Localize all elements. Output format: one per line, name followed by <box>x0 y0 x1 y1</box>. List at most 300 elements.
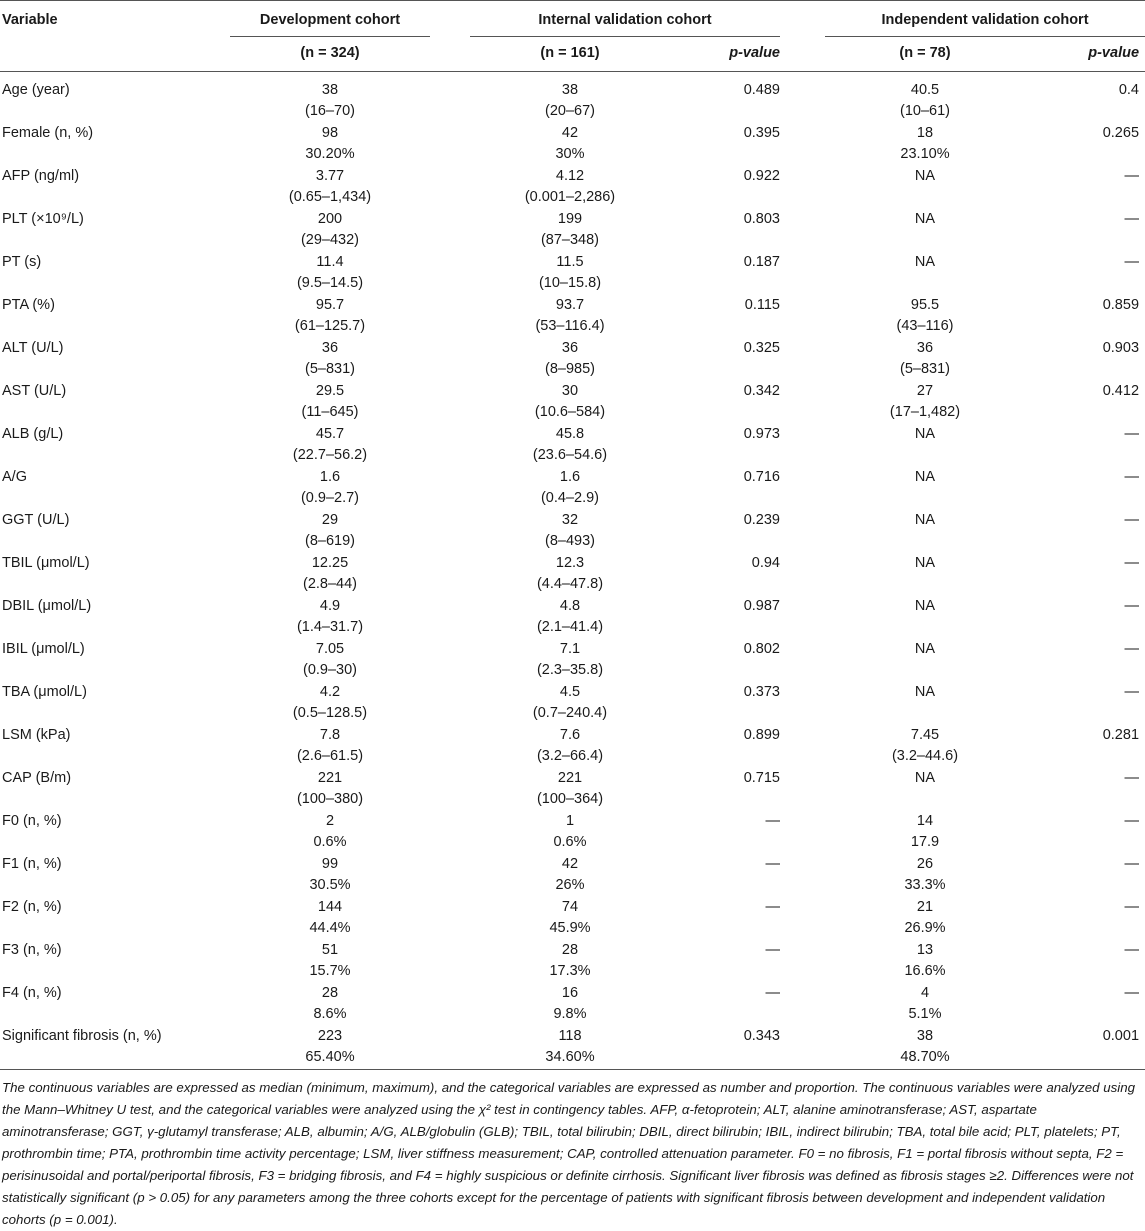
pvalue-internal-cell: 0.239 <box>743 512 780 528</box>
dev-cell-line-1: 99 <box>321 856 339 872</box>
ind-cell <box>825 338 1025 381</box>
spacer <box>430 295 470 338</box>
header-ind-n: (n = 78) <box>899 45 951 61</box>
pvalue-internal-cell: 0.899 <box>743 727 780 743</box>
spacer <box>780 252 825 295</box>
ind-cell <box>825 940 1025 983</box>
dev-cell-line-1: 144 <box>317 899 343 915</box>
ind-cell-line-2: (3.2–44.6) <box>891 748 959 764</box>
table-row <box>0 295 1145 338</box>
pvalue-internal-cell: — <box>765 899 780 915</box>
variable-cell: F1 (n, %) <box>2 856 62 872</box>
spacer <box>780 338 825 381</box>
int-cell-line-2: (10–15.8) <box>538 275 602 291</box>
dev-cell <box>230 72 430 124</box>
ind-cell <box>825 123 1025 166</box>
pvalue-independent-cell: — <box>1124 469 1140 485</box>
dev-cell <box>230 381 430 424</box>
int-cell <box>470 209 670 252</box>
int-cell <box>470 252 670 295</box>
pvalue-internal-cell: — <box>765 985 780 1001</box>
pvalue-internal-cell: 0.94 <box>751 555 780 571</box>
dev-cell-line-1: 12.25 <box>311 555 349 571</box>
int-cell <box>470 1026 670 1070</box>
variable-cell: DBIL (μmol/L) <box>2 598 92 614</box>
variable-cell: ALT (U/L) <box>2 340 64 356</box>
int-cell-line-2: (8–985) <box>545 361 595 377</box>
int-cell <box>470 983 670 1026</box>
pvalue-independent-cell: — <box>1124 856 1140 872</box>
ind-cell-line-1: 13 <box>916 942 934 958</box>
header-int-n: (n = 161) <box>540 45 600 61</box>
int-cell-line-1: 45.8 <box>555 426 585 442</box>
table-row <box>0 467 1145 510</box>
table-row <box>0 381 1145 424</box>
int-cell <box>470 854 670 897</box>
pvalue-independent-cell: — <box>1124 512 1140 528</box>
dev-cell-line-2: (16–70) <box>305 103 355 119</box>
spacer <box>780 897 825 940</box>
ind-cell <box>825 381 1025 424</box>
dev-cell <box>230 854 430 897</box>
spacer <box>430 897 470 940</box>
dev-cell-line-1: 45.7 <box>315 426 345 442</box>
pvalue-internal-cell: 0.115 <box>744 297 780 313</box>
table-row <box>0 209 1145 252</box>
pvalue-internal-cell: — <box>765 942 780 958</box>
table-row <box>0 510 1145 553</box>
pvalue-internal-cell: 0.922 <box>743 168 780 184</box>
int-cell-line-2: 26% <box>555 877 585 893</box>
spacer <box>430 553 470 596</box>
dev-cell-line-1: 36 <box>321 340 339 356</box>
variable-cell: F3 (n, %) <box>2 942 62 958</box>
int-cell-line-2: (8–493) <box>545 533 595 549</box>
dev-cell-line-2: 44.4% <box>309 920 351 936</box>
spacer <box>430 725 470 768</box>
ind-cell-line-1: 27 <box>916 383 934 399</box>
spacer <box>430 639 470 682</box>
int-cell-line-2: (0.001–2,286) <box>524 189 616 205</box>
ind-cell-line-2: (5–831) <box>900 361 950 377</box>
spacer <box>780 596 825 639</box>
int-cell-line-1: 16 <box>561 985 579 1001</box>
spacer <box>430 338 470 381</box>
ind-cell-line-1: NA <box>914 641 936 657</box>
spacer <box>780 166 825 209</box>
ind-cell-line-1: NA <box>914 469 936 485</box>
header-internal-validation-cohort: Internal validation cohort <box>470 1 780 37</box>
dev-cell-line-2: (0.65–1,434) <box>288 189 372 205</box>
variable-cell: ALB (g/L) <box>2 426 64 442</box>
header-variable: Variable <box>2 12 58 28</box>
ind-cell-line-1: 40.5 <box>910 82 940 98</box>
int-cell-line-1: 38 <box>561 82 579 98</box>
dev-cell-line-2: 30.20% <box>305 146 355 162</box>
dev-cell-line-1: 4.9 <box>319 598 341 614</box>
header-development-cohort: Development cohort <box>230 1 430 37</box>
dev-cell-line-1: 221 <box>317 770 343 786</box>
ind-cell <box>825 596 1025 639</box>
int-cell-line-1: 12.3 <box>555 555 585 571</box>
pvalue-independent-cell: 0.281 <box>1102 727 1140 743</box>
spacer <box>430 166 470 209</box>
dev-cell-line-2: 0.6% <box>313 834 347 850</box>
int-cell-line-2: 0.6% <box>553 834 587 850</box>
pvalue-independent-cell: — <box>1124 899 1140 915</box>
ind-cell-line-1: 4 <box>920 985 930 1001</box>
pvalue-independent-cell: — <box>1124 598 1140 614</box>
ind-cell-line-1: NA <box>914 555 936 571</box>
spacer <box>430 72 470 124</box>
dev-cell-line-2: (100–380) <box>296 791 364 807</box>
variable-cell: PLT (×10⁹/L) <box>2 211 84 227</box>
int-cell-line-1: 1 <box>565 813 575 829</box>
int-cell-line-1: 28 <box>561 942 579 958</box>
table-footnote: The continuous variables are expressed as median (minimum, maximum), and the categorical variables are expressed as number and proportion. The continuous variables were analyzed using the Mann–Whitney U test, and the categorical variables were analyzed using the χ² test in contingency tables. AFP, α-fetoprotein; ALT, alanine aminotransferase; AST, aspartate aminotransferase; GGT, γ-glutamyl transferase; ALB, albumin; A/G, ALB/globulin (GLB); TBIL, total bilirubin; DBIL, direct bilirubin; IBIL, indirect bilirubin; TBA, total bile acid; PLT, platelets; PT, prothrombin time; PTA, prothrombin time activity percentage; LSM, liver stiffness measurement; CAP, controlled attenuation parameter. F0 = no fibrosis, F1 = portal fibrosis without septa, F2 = perisinusoidal and portal/periportal fibrosis, F3 = bridging fibrosis, and F4 = highly suspicious or definite cirrhosis. Significant liver fibrosis was defined as fibrosis stages ≥2. Differences were not statistically significant (p > 0.05) for any parameters among the three cohorts except for the percentage of patients with significant fibrosis between development and independent validation cohorts (p = 0.001). <box>2 1080 1136 1227</box>
int-cell-line-2: (20–67) <box>545 103 595 119</box>
pvalue-independent-cell: 0.903 <box>1102 340 1140 356</box>
int-cell-line-1: 7.6 <box>559 727 581 743</box>
pvalue-internal-cell: 0.803 <box>743 211 780 227</box>
int-cell-line-1: 4.5 <box>559 684 581 700</box>
spacer <box>780 510 825 553</box>
pvalue-independent-cell: — <box>1124 770 1140 786</box>
int-cell <box>470 381 670 424</box>
int-cell <box>470 510 670 553</box>
dev-cell-line-1: 223 <box>317 1028 343 1044</box>
pvalue-independent-cell: 0.001 <box>1025 1026 1145 1070</box>
ind-cell <box>825 1026 1025 1070</box>
int-cell-line-2: (100–364) <box>536 791 604 807</box>
ind-cell <box>825 725 1025 768</box>
table-row <box>0 553 1145 596</box>
int-cell-line-1: 4.8 <box>559 598 581 614</box>
table-row <box>0 725 1145 768</box>
int-cell <box>470 596 670 639</box>
ind-cell <box>825 252 1025 295</box>
dev-cell-line-1: 2 <box>325 813 335 829</box>
ind-cell-line-1: NA <box>914 254 936 270</box>
int-cell <box>470 295 670 338</box>
int-cell-line-2: 30% <box>555 146 585 162</box>
pvalue-independent-cell: — <box>1124 942 1140 958</box>
pvalue-independent-cell: — <box>1124 985 1140 1001</box>
int-cell-line-1: 118 <box>558 1028 582 1044</box>
spacer <box>780 854 825 897</box>
dev-cell <box>230 768 430 811</box>
dev-cell <box>230 510 430 553</box>
int-cell <box>470 682 670 725</box>
dev-cell-line-1: 7.8 <box>319 727 341 743</box>
ind-cell-line-1: 95.5 <box>910 297 940 313</box>
table-row <box>0 940 1145 983</box>
spacer <box>780 123 825 166</box>
variable-cell: F0 (n, %) <box>2 813 62 829</box>
pvalue-internal-cell: 0.716 <box>743 469 780 485</box>
dev-cell-line-1: 98 <box>321 125 339 141</box>
ind-cell-line-2: 33.3% <box>904 877 946 893</box>
int-cell-line-1: 11.5 <box>556 254 584 270</box>
ind-cell <box>825 768 1025 811</box>
dev-cell-line-2: 65.40% <box>305 1049 355 1065</box>
spacer <box>430 467 470 510</box>
spacer <box>430 381 470 424</box>
ind-cell-line-2: 48.70% <box>900 1049 950 1065</box>
dev-cell <box>230 596 430 639</box>
ind-cell-line-2: (10–61) <box>900 103 950 119</box>
pvalue-independent-cell: — <box>1124 211 1140 227</box>
spacer <box>780 725 825 768</box>
pvalue-internal-cell: 0.342 <box>743 383 780 399</box>
ind-cell <box>825 424 1025 467</box>
ind-cell-line-2: (43–116) <box>896 318 954 334</box>
table-row <box>0 983 1145 1026</box>
ind-cell <box>825 854 1025 897</box>
dev-cell-line-2: 8.6% <box>313 1006 347 1022</box>
variable-cell: PT (s) <box>2 254 42 270</box>
spacer <box>780 72 825 124</box>
dev-cell <box>230 338 430 381</box>
pvalue-independent-cell: — <box>1124 641 1140 657</box>
pvalue-independent-cell: — <box>1124 426 1140 442</box>
ind-cell-line-1: 26 <box>916 856 934 872</box>
dev-cell-line-1: 3.77 <box>315 168 345 184</box>
dev-cell <box>230 209 430 252</box>
int-cell <box>470 338 670 381</box>
table-row <box>0 123 1145 166</box>
table-row <box>0 768 1145 811</box>
ind-cell-line-2: 26.9% <box>904 920 946 936</box>
table-row <box>0 1026 1145 1070</box>
ind-cell-line-1: 36 <box>916 340 934 356</box>
dev-cell-line-1: 51 <box>321 942 339 958</box>
int-cell-line-2: 45.9% <box>549 920 591 936</box>
spacer <box>430 1026 470 1070</box>
pvalue-independent-cell: — <box>1124 168 1140 184</box>
int-cell-line-2: (2.1–41.4) <box>536 619 604 635</box>
spacer <box>780 1026 825 1070</box>
spacer <box>780 768 825 811</box>
int-cell-line-1: 93.7 <box>555 297 585 313</box>
variable-cell: GGT (U/L) <box>2 512 70 528</box>
dev-cell <box>230 166 430 209</box>
ind-cell <box>825 166 1025 209</box>
dev-cell-line-2: 15.7% <box>309 963 351 979</box>
table-row <box>0 72 1145 124</box>
dev-cell <box>230 639 430 682</box>
variable-cell: F2 (n, %) <box>2 899 62 915</box>
ind-cell <box>825 897 1025 940</box>
ind-cell <box>825 467 1025 510</box>
dev-cell <box>230 983 430 1026</box>
dev-cell <box>230 1026 430 1070</box>
int-cell <box>470 940 670 983</box>
dev-cell-line-2: (11–645) <box>301 404 359 420</box>
spacer <box>430 424 470 467</box>
pvalue-independent-cell: — <box>1124 684 1140 700</box>
dev-cell-line-1: 1.6 <box>319 469 341 485</box>
dev-cell <box>230 123 430 166</box>
header-row-sizes <box>0 37 1145 72</box>
table-row <box>0 424 1145 467</box>
int-cell <box>470 424 670 467</box>
ind-cell-line-1: NA <box>914 770 936 786</box>
pvalue-independent-cell: 0.4 <box>1118 82 1140 98</box>
table-body <box>0 72 1145 1070</box>
dev-cell-line-2: (5–831) <box>305 361 355 377</box>
table-row <box>0 166 1145 209</box>
int-cell-line-1: 221 <box>557 770 583 786</box>
variable-cell: AFP (ng/ml) <box>2 168 80 184</box>
int-cell <box>470 553 670 596</box>
spacer <box>430 682 470 725</box>
table-row <box>0 639 1145 682</box>
int-cell-line-2: 17.3% <box>549 963 591 979</box>
dev-cell <box>230 811 430 854</box>
dev-cell <box>230 295 430 338</box>
int-cell-line-2: (0.7–240.4) <box>532 705 608 721</box>
int-cell-line-2: (23.6–54.6) <box>532 447 608 463</box>
ind-cell-line-1: NA <box>914 512 936 528</box>
int-cell-line-2: (4.4–47.8) <box>536 576 604 592</box>
dev-cell-line-2: (1.4–31.7) <box>296 619 364 635</box>
dev-cell <box>230 424 430 467</box>
table-row <box>0 338 1145 381</box>
pvalue-internal-cell: 0.325 <box>743 340 780 356</box>
int-cell-line-1: 42 <box>561 125 579 141</box>
ind-cell <box>825 811 1025 854</box>
int-cell-line-2: (87–348) <box>540 232 600 248</box>
ind-cell-line-1: NA <box>914 598 936 614</box>
variable-cell: Age (year) <box>2 82 70 98</box>
variable-cell: AST (U/L) <box>2 383 67 399</box>
header-independent-validation-cohort: Independent validation cohort <box>825 1 1145 37</box>
header-row-groups <box>0 1 1145 37</box>
table-row <box>0 682 1145 725</box>
pvalue-internal-cell: 0.395 <box>743 125 780 141</box>
int-cell-line-2: (53–116.4) <box>535 318 605 334</box>
spacer <box>430 854 470 897</box>
ind-cell-line-1: NA <box>914 426 936 442</box>
dev-cell-line-1: 29 <box>321 512 339 528</box>
int-cell-line-1: 199 <box>557 211 583 227</box>
pvalue-independent-cell: 0.412 <box>1102 383 1140 399</box>
dev-cell-line-2: (2.8–44) <box>302 576 357 592</box>
dev-cell <box>230 682 430 725</box>
pvalue-internal-cell: 0.973 <box>743 426 780 442</box>
int-cell-line-2: (3.2–66.4) <box>536 748 604 764</box>
pvalue-independent-cell: 0.859 <box>1102 297 1140 313</box>
ind-cell <box>825 553 1025 596</box>
dev-cell-line-2: (0.5–128.5) <box>292 705 368 721</box>
ind-cell <box>825 295 1025 338</box>
dev-cell-line-1: 38 <box>321 82 339 98</box>
pvalue-independent-cell: — <box>1124 813 1140 829</box>
pvalue-internal-cell: 0.987 <box>743 598 780 614</box>
ind-cell-line-1: 7.45 <box>910 727 940 743</box>
int-cell-line-2: (0.4–2.9) <box>540 490 600 506</box>
spacer <box>430 811 470 854</box>
table-row <box>0 811 1145 854</box>
ind-cell-line-1: 18 <box>916 125 934 141</box>
spacer <box>780 209 825 252</box>
variable-cell: TBIL (μmol/L) <box>2 555 90 571</box>
dev-cell-line-1: 200 <box>317 211 343 227</box>
int-cell-line-2: (10.6–584) <box>534 404 606 420</box>
dev-cell <box>230 897 430 940</box>
pvalue-independent-cell: 0.265 <box>1102 125 1140 141</box>
dev-cell-line-2: (8–619) <box>305 533 355 549</box>
spacer <box>780 553 825 596</box>
dev-cell <box>230 725 430 768</box>
ind-cell-line-1: NA <box>914 211 936 227</box>
variable-cell: IBIL (μmol/L) <box>2 641 85 657</box>
table-row <box>0 897 1145 940</box>
pvalue-internal-cell: 0.187 <box>743 254 780 270</box>
int-cell-line-1: 7.1 <box>559 641 581 657</box>
spacer <box>780 295 825 338</box>
int-cell-line-1: 4.12 <box>555 168 585 184</box>
int-cell <box>470 725 670 768</box>
ind-cell-line-1: NA <box>914 168 936 184</box>
spacer <box>780 381 825 424</box>
int-cell <box>470 467 670 510</box>
header-pvalue-independent: p-value <box>1088 45 1140 61</box>
int-cell <box>470 811 670 854</box>
spacer <box>780 467 825 510</box>
ind-cell-line-1: 14 <box>916 813 934 829</box>
dev-cell-line-1: 28 <box>321 985 339 1001</box>
spacer <box>430 252 470 295</box>
dev-cell-line-2: 30.5% <box>309 877 351 893</box>
pvalue-internal-cell: — <box>765 813 780 829</box>
variable-cell: LSM (kPa) <box>2 727 71 743</box>
ind-cell <box>825 983 1025 1026</box>
dev-cell-line-2: (2.6–61.5) <box>296 748 364 764</box>
ind-cell-line-1: 21 <box>916 899 934 915</box>
header-dev-n: (n = 324) <box>300 45 360 61</box>
dev-cell-line-1: 95.7 <box>315 297 345 313</box>
int-cell-line-1: 1.6 <box>559 469 581 485</box>
spacer <box>780 639 825 682</box>
int-cell-line-2: 34.60% <box>545 1049 595 1065</box>
int-cell-line-2: (2.3–35.8) <box>536 662 604 678</box>
dev-cell-line-1: 7.05 <box>315 641 345 657</box>
spacer <box>430 510 470 553</box>
ind-cell-line-2: (17–1,482) <box>889 404 961 420</box>
ind-cell-line-1: 38 <box>916 1028 934 1044</box>
dev-cell-line-1: 4.2 <box>319 684 341 700</box>
variable-cell: Significant fibrosis (n, %) <box>0 1026 230 1070</box>
spacer <box>780 940 825 983</box>
dev-cell-line-2: (22.7–56.2) <box>292 447 368 463</box>
dev-cell <box>230 553 430 596</box>
variable-cell: CAP (B/m) <box>2 770 72 786</box>
ind-cell-line-2: 5.1% <box>908 1006 942 1022</box>
ind-cell <box>825 682 1025 725</box>
variable-cell: A/G <box>2 469 27 485</box>
dev-cell-line-2: (29–432) <box>300 232 360 248</box>
dev-cell-line-2: (9.5–14.5) <box>296 275 364 291</box>
header-pvalue-internal: p-value <box>729 45 780 61</box>
ind-cell-line-2: 17.9 <box>910 834 940 850</box>
variable-cell: Female (n, %) <box>2 125 94 141</box>
dev-cell <box>230 940 430 983</box>
spacer <box>780 682 825 725</box>
table-row <box>0 854 1145 897</box>
table-row <box>0 596 1145 639</box>
